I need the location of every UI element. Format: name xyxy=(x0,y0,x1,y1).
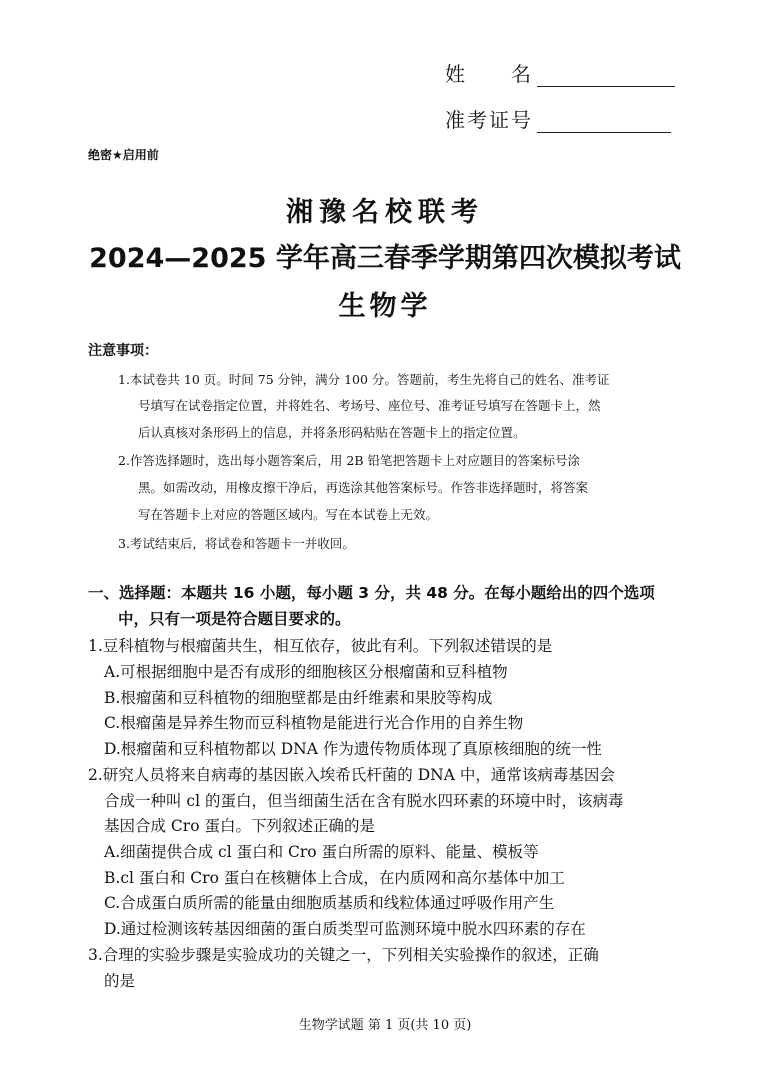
notice-line: 1.本试卷共 10 页。时间 75 分钟，满分 100 分。答题前，考生先将自己的姓名、准考证 xyxy=(118,372,610,387)
notice-line: 号填写在试卷指定位置，并将姓名、考场号、座位号、准考证号填写在答题卡上，然 xyxy=(138,398,601,413)
name-label: 姓 名 xyxy=(445,62,533,86)
notice-line: 2.作答选择题时，选出每小题答案后，用 2B 铅笔把答题卡上对应题目的答案标号涂 xyxy=(118,453,581,468)
section-heading: 一、选择题：本题共 16 小题，每小题 3 分，共 48 分。在每小题给出的四个选项 xyxy=(88,584,655,602)
question-2-stem: 2.研究人员将来自病毒的基因嵌入埃希氏杆菌的 DNA 中，通常该病毒基因会 xyxy=(88,766,615,784)
exam-id-field xyxy=(445,104,671,133)
name-field xyxy=(445,58,675,87)
exam-id-label: 准考证号 xyxy=(445,108,533,132)
question-3-stem-cont: 的是 xyxy=(104,972,136,990)
exam-id-blank-line xyxy=(537,111,671,133)
question-2-stem-cont: 合成一种叫 cl 的蛋白，但当细菌生活在含有脱水四环素的环境中时，该病毒 xyxy=(104,792,624,810)
question-2-option-b: B.cl 蛋白和 Cro 蛋白在核糖体上合成，在内质网和高尔基体中加工 xyxy=(104,869,565,887)
question-2-option-a: A.细菌提供合成 cl 蛋白和 Cro 蛋白所需的原料、能量、模板等 xyxy=(104,843,539,861)
question-1-option-b: B.根瘤菌和豆科植物的细胞壁都是由纤维素和果胶等构成 xyxy=(104,689,493,707)
question-1-option-a: A.可根据细胞中是否有成形的细胞核区分根瘤菌和豆科植物 xyxy=(104,663,508,681)
notice-heading: 注意事项： xyxy=(88,343,158,359)
notice-line: 后认真核对条形码上的信息，并将条形码粘贴在答题卡上的指定位置。 xyxy=(138,425,526,440)
question-2-option-c: C.合成蛋白质所需的能量由细胞质基质和线粒体通过呼吸作用产生 xyxy=(104,894,555,912)
question-2-stem-cont: 基因合成 Cro 蛋白。下列叙述正确的是 xyxy=(104,817,375,835)
notice-line: 3.考试结束后，将试卷和答题卡一并收回。 xyxy=(118,536,355,551)
exam-title-line1: 湘豫名校联考 xyxy=(286,197,484,228)
question-1-option-c: C.根瘤菌是异养生物而豆科植物是能进行光合作用的自养生物 xyxy=(104,714,524,732)
question-2-option-d: D.通过检测该转基因细菌的蛋白质类型可监测环境中脱水四环素的存在 xyxy=(104,920,586,938)
question-1-option-d: D.根瘤菌和豆科植物都以 DNA 作为遗传物质体现了真原核细胞的统一性 xyxy=(104,740,602,758)
page-footer: 生物学试题 第 1 页(共 10 页) xyxy=(298,1018,472,1033)
question-1-stem: 1.豆科植物与根瘤菌共生，相互依存，彼此有利。下列叙述错误的是 xyxy=(88,637,553,655)
section-heading-cont: 中，只有一项是符合题目要求的。 xyxy=(118,610,351,628)
question-3-stem: 3.合理的实验步骤是实验成功的关键之一，下列相关实验操作的叙述，正确 xyxy=(88,946,599,964)
confidential-mark: 绝密★启用前 xyxy=(88,148,159,162)
exam-subject-title: 生物学 xyxy=(338,291,432,322)
notice-line: 写在答题卡上对应的答题区域内。写在本试卷上无效。 xyxy=(138,507,439,522)
exam-title-line2: 2024—2025 学年高三春季学期第四次模拟考试 xyxy=(89,243,681,274)
name-blank-line xyxy=(537,65,675,87)
notice-line: 黑。如需改动，用橡皮擦干净后，再选涂其他答案标号。作答非选择题时，将答案 xyxy=(138,480,589,495)
